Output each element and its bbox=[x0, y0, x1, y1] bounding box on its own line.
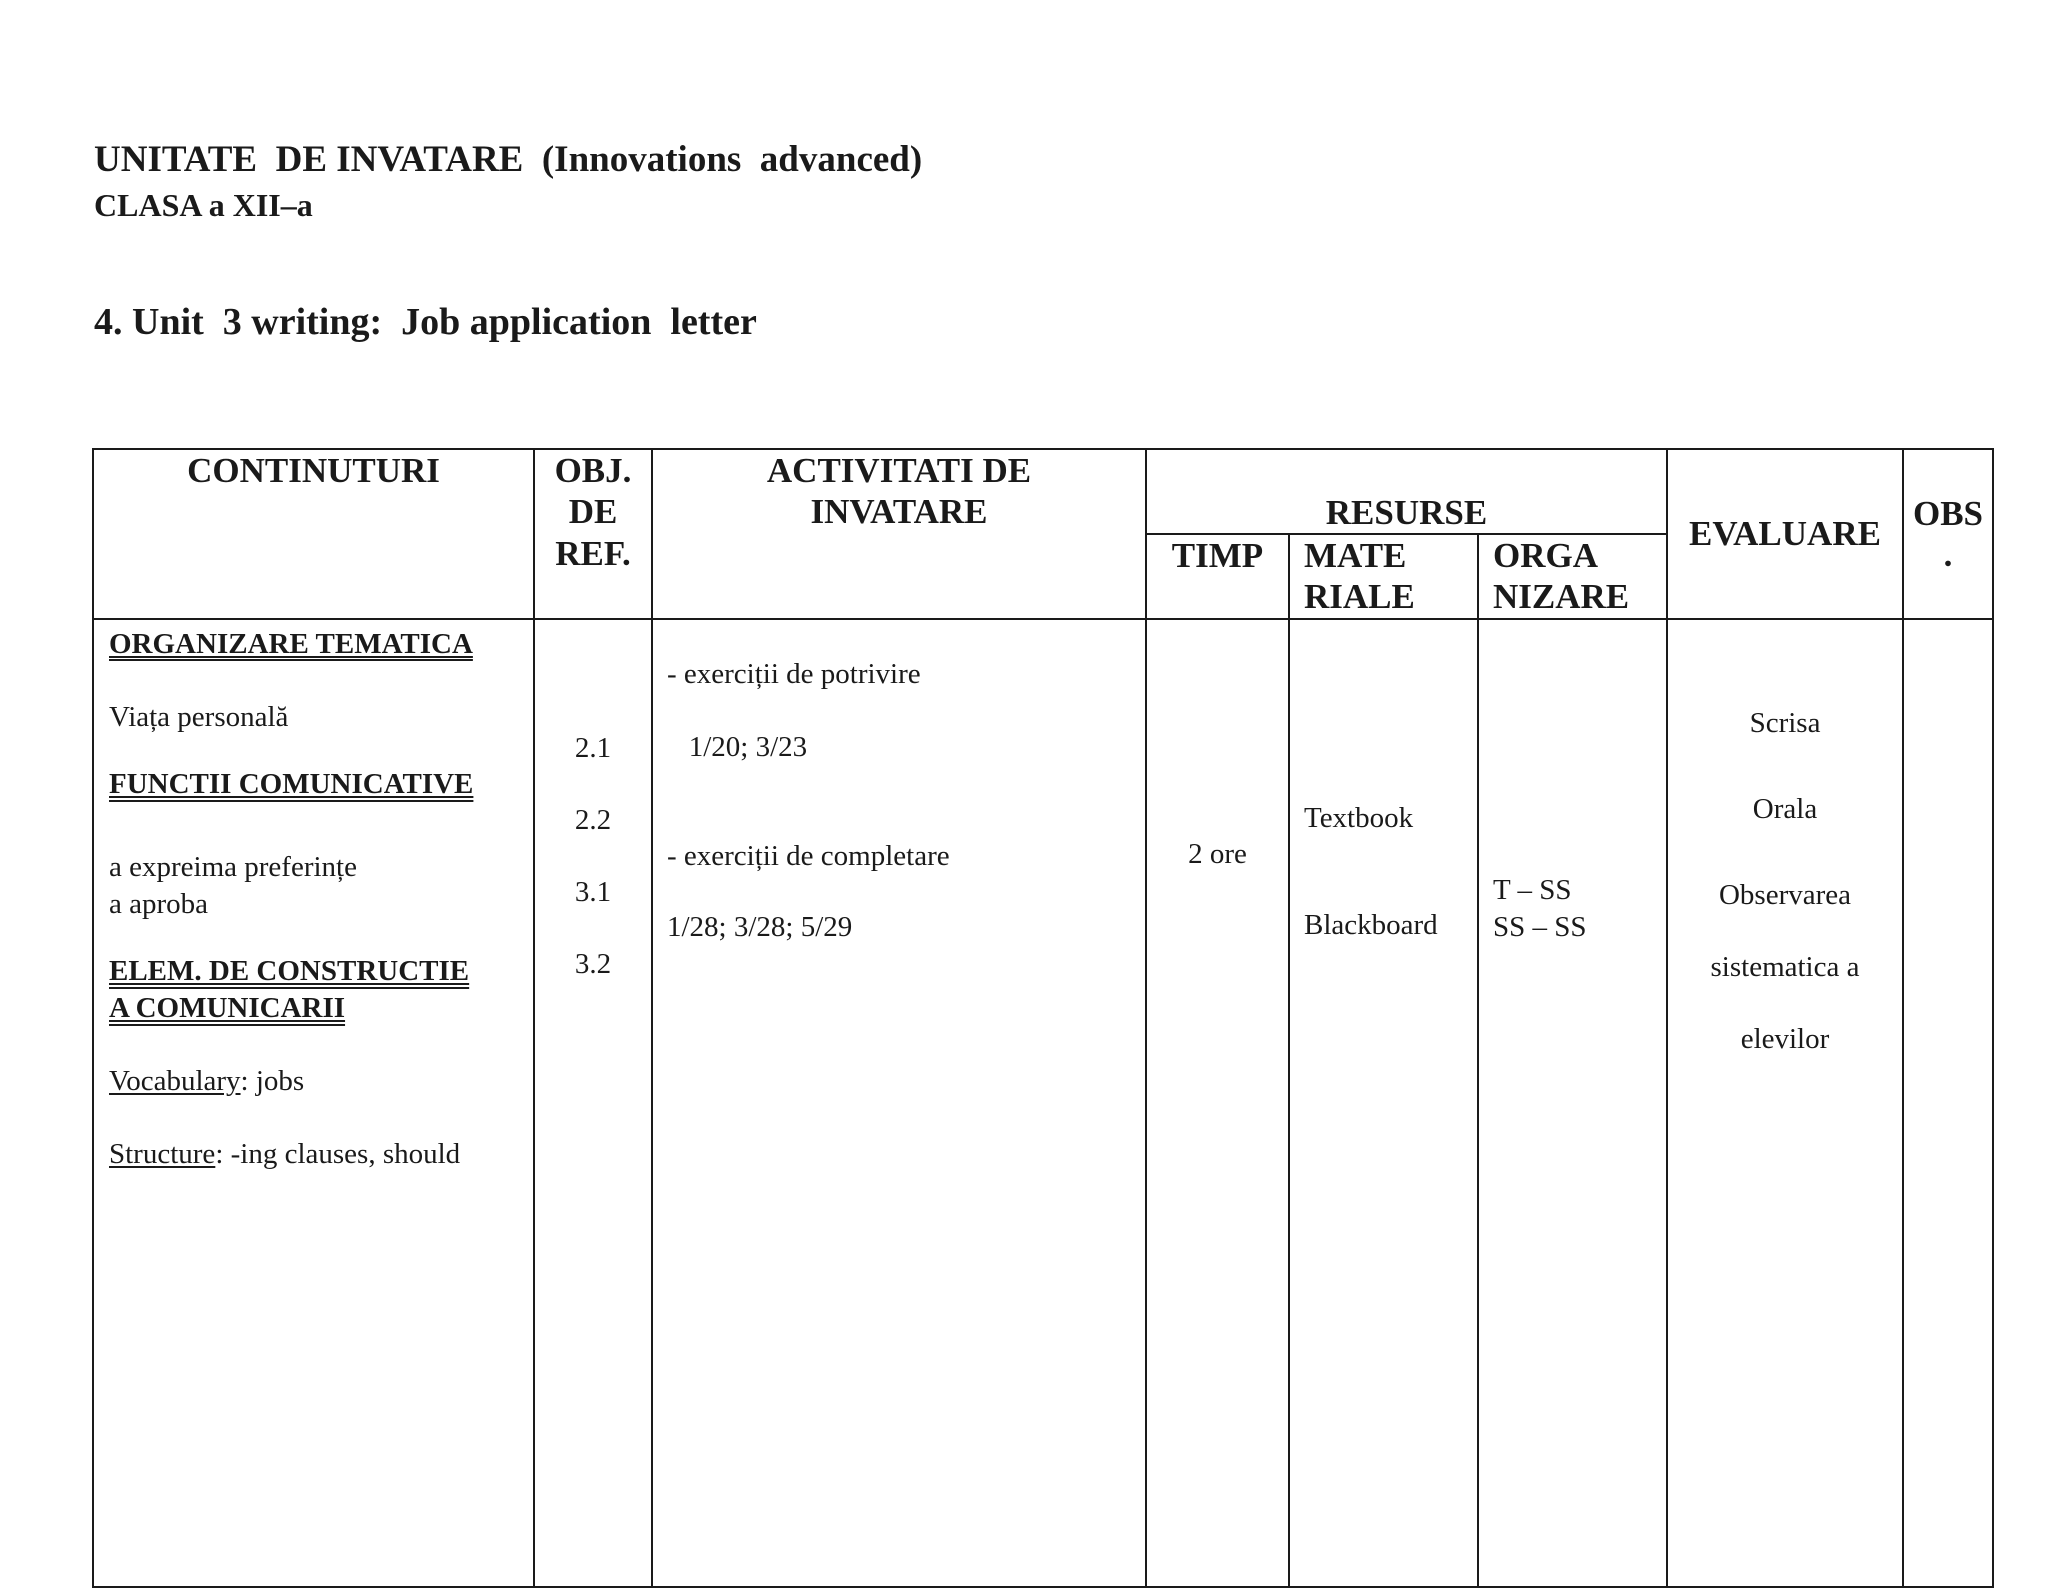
material-item: Textbook bbox=[1304, 801, 1414, 834]
evaluation-item: Scrisa bbox=[1749, 706, 1821, 739]
class-label: CLASA a XII–a bbox=[94, 187, 313, 223]
activity-potrivire-refs: 1/20; 3/23 bbox=[667, 730, 808, 763]
text-structure bbox=[109, 1136, 519, 1173]
material-item: Blackboard bbox=[1304, 908, 1438, 941]
vocabulary-label: Vocabulary bbox=[109, 1065, 241, 1098]
cell-obiective bbox=[534, 619, 652, 1587]
header-resurse: RESURSE bbox=[1146, 449, 1667, 534]
heading-functii-comunicative: FUNCTII COMUNICATIVE bbox=[109, 767, 474, 800]
evaluation-item: sistematica a bbox=[1710, 950, 1860, 983]
evaluation-item: Observarea bbox=[1718, 878, 1852, 911]
unit-title: UNITATE DE INVATARE (Innovations advanced) bbox=[94, 139, 923, 180]
cell-evaluare bbox=[1667, 619, 1903, 1587]
header-organizare: ORGA NIZARE bbox=[1478, 534, 1667, 619]
structure-label: Structure bbox=[109, 1138, 216, 1171]
organization-item: T – SS bbox=[1493, 873, 1572, 906]
cell-materiale bbox=[1289, 619, 1478, 1587]
text-vocabulary bbox=[109, 1063, 519, 1100]
header-obiective: OBJ. DE REF. bbox=[534, 449, 652, 619]
organization-item: SS – SS bbox=[1493, 910, 1587, 943]
header-continuturi: CONTINUTURI bbox=[93, 449, 534, 619]
header-timp: TIMP bbox=[1146, 534, 1289, 619]
time-value: 2 ore bbox=[1188, 837, 1247, 870]
cell-organizare bbox=[1478, 619, 1667, 1587]
cell-activitati bbox=[652, 619, 1146, 1587]
activity-completare: - exerciții de completare bbox=[667, 839, 950, 872]
heading-elem-constructie: ELEM. DE CONSTRUCTIE bbox=[109, 955, 470, 988]
objective-item: 3.1 bbox=[574, 875, 612, 908]
activity-completare-refs: 1/28; 3/28; 5/29 bbox=[667, 910, 853, 943]
lesson-plan-table bbox=[92, 448, 1994, 1588]
header-row bbox=[93, 449, 1993, 534]
objective-item: 2.1 bbox=[574, 731, 612, 764]
cell-continuturi bbox=[93, 619, 534, 1587]
objective-item: 3.2 bbox=[574, 947, 612, 980]
heading-organizare-tematica: ORGANIZARE TEMATICA bbox=[109, 627, 473, 660]
evaluation-item: elevilor bbox=[1740, 1022, 1830, 1055]
header-obs: OBS . bbox=[1903, 449, 1993, 619]
cell-obs bbox=[1903, 619, 1993, 1587]
vocabulary-value: : jobs bbox=[240, 1065, 305, 1098]
activity-potrivire: - exerciții de potrivire bbox=[667, 657, 921, 690]
table-row bbox=[93, 619, 1993, 1587]
header-evaluare: EVALUARE bbox=[1667, 449, 1903, 619]
text-viata-personala: Viața personală bbox=[109, 700, 289, 733]
text-preferinte: a expreima preferințe bbox=[109, 850, 357, 883]
text-aproba: a aproba bbox=[109, 888, 209, 921]
heading-comunicarii: A COMUNICARII bbox=[109, 992, 346, 1025]
header-materiale: MATE RIALE bbox=[1289, 534, 1478, 619]
objective-item: 2.2 bbox=[574, 803, 612, 836]
cell-timp bbox=[1146, 619, 1289, 1587]
header-activitati: ACTIVITATI DE INVATARE bbox=[652, 449, 1146, 619]
evaluation-item: Orala bbox=[1752, 792, 1818, 825]
lesson-title: 4. Unit 3 writing: Job application letter bbox=[94, 301, 757, 343]
structure-value: : -ing clauses, should bbox=[215, 1138, 461, 1171]
